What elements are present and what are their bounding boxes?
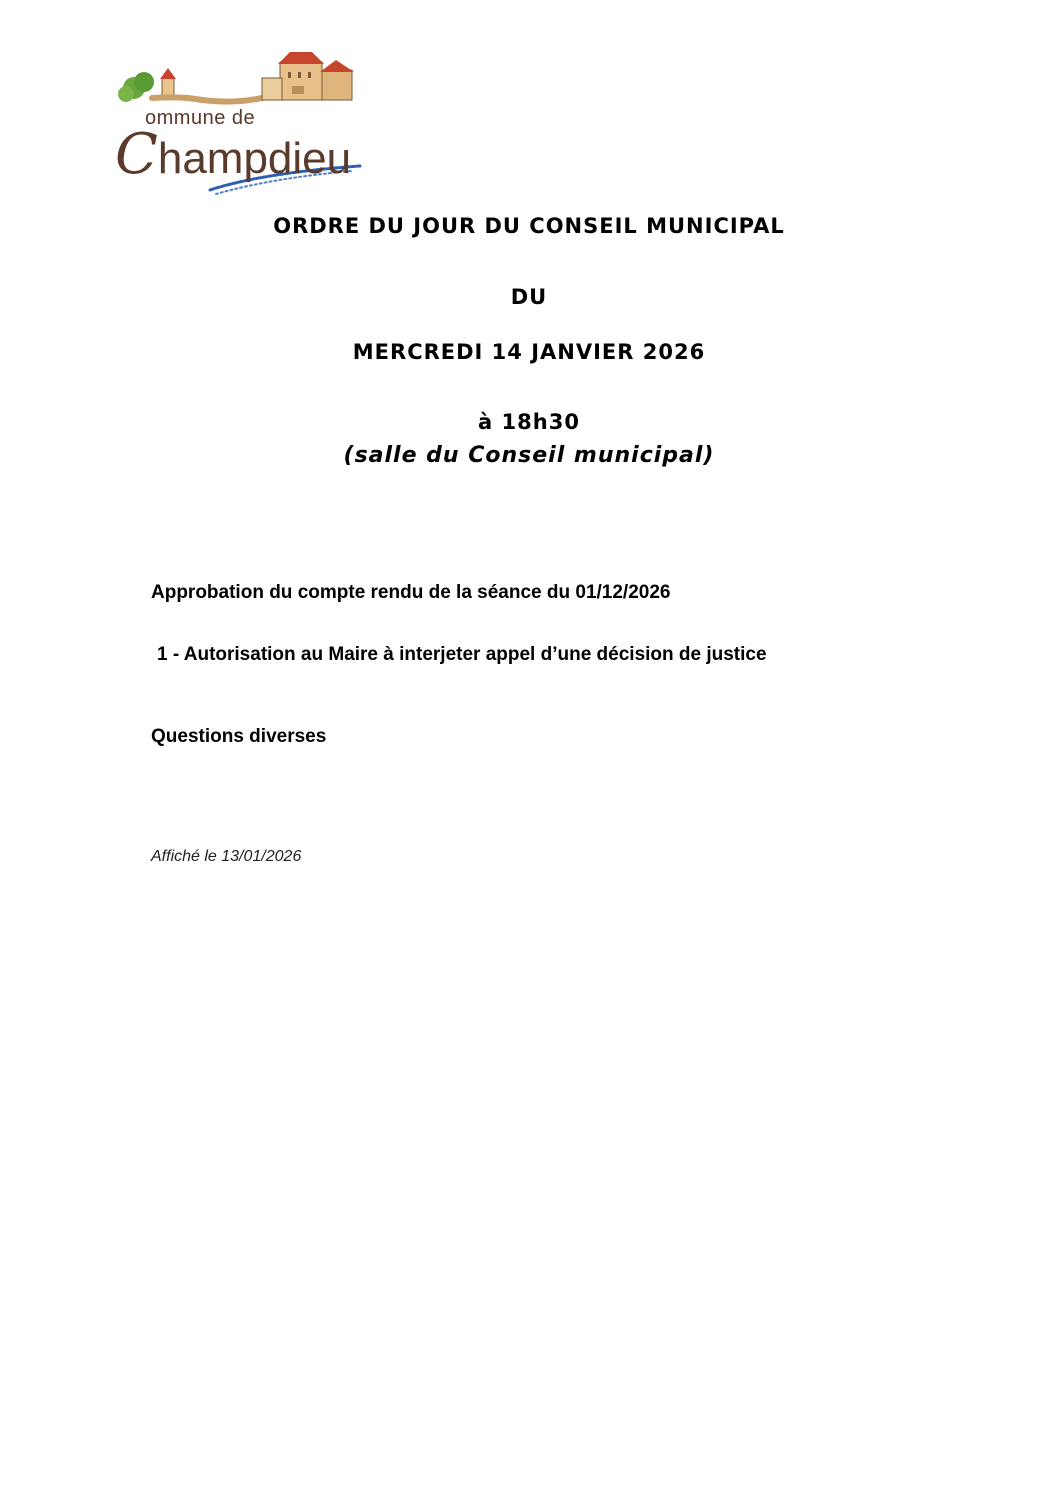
tree-shape	[118, 86, 134, 102]
castle-roof	[278, 52, 324, 64]
castle-wing	[322, 70, 352, 100]
logo-name: hampdieu	[157, 134, 352, 183]
title-du: DU	[510, 285, 548, 309]
page-title: ORDRE DU JOUR DU CONSEIL MUNICIPAL	[273, 214, 785, 238]
meeting-time: à 18h30	[478, 410, 580, 434]
meeting-date: MERCREDI 14 JANVIER 2026	[352, 340, 706, 364]
agenda-item-1: 1 - Autorisation au Maire à interjeter appel d’une décision de justice	[157, 644, 767, 665]
logo-text-commune: ommune de	[145, 107, 256, 129]
tower-roof	[160, 68, 176, 79]
castle-side	[262, 78, 282, 100]
castle-main	[280, 62, 322, 100]
agenda-approval: Approbation du compte rendu de la séance du 01/12/2026	[151, 582, 671, 603]
castle-wing-roof	[320, 60, 354, 72]
agenda-questions: Questions diverses	[151, 726, 327, 747]
tree-shape	[134, 72, 154, 92]
logo-text-champdieu	[115, 122, 351, 187]
posted-date: Affiché le 13/01/2026	[151, 848, 302, 865]
meeting-location: (salle du Conseil municipal)	[343, 443, 715, 468]
logo-initial: C	[115, 122, 158, 187]
